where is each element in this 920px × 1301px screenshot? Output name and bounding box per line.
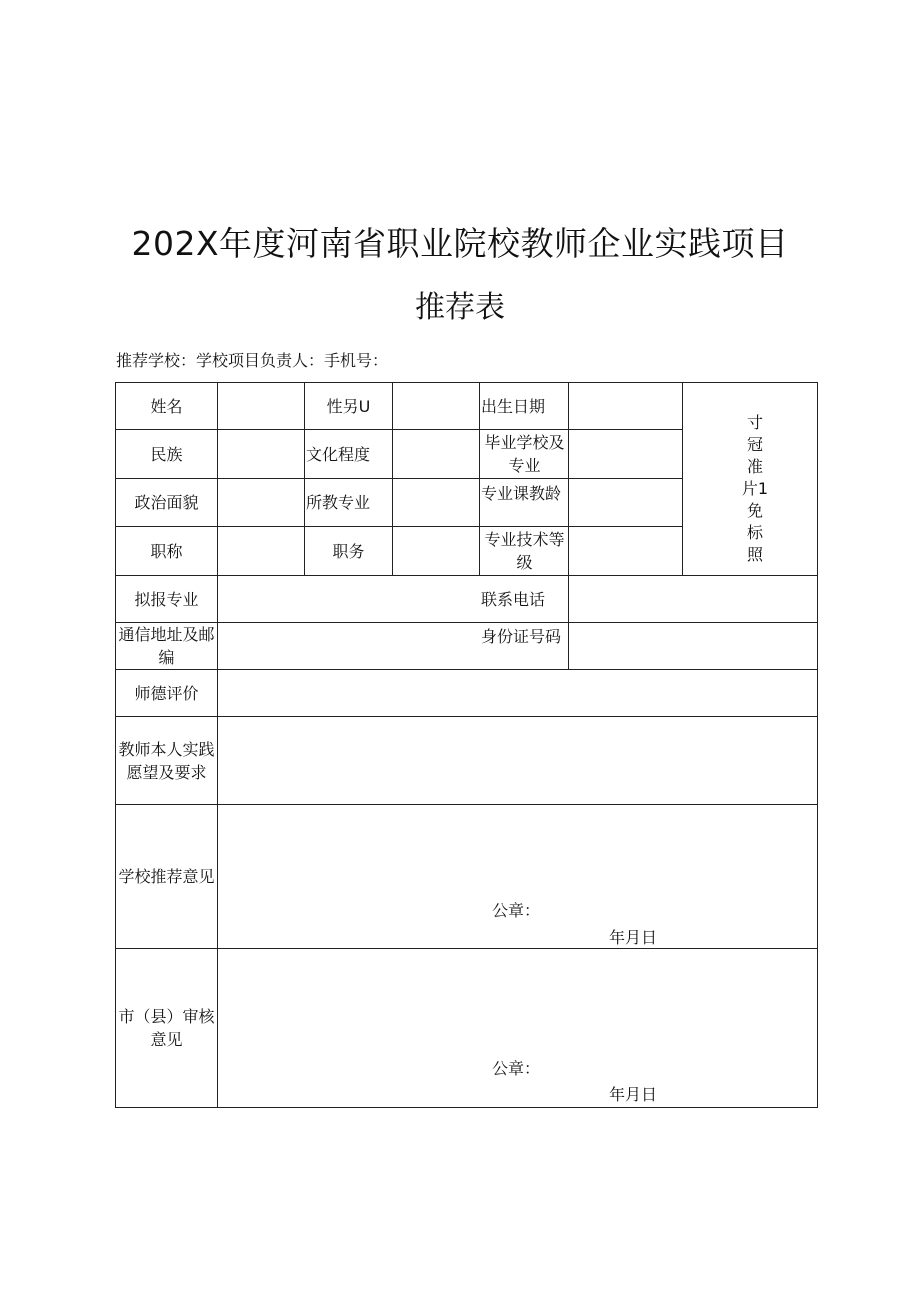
education-field[interactable] — [393, 430, 479, 478]
ethnic-label: 民族 — [150, 444, 183, 464]
ethics-evaluation-field[interactable] — [218, 670, 817, 716]
school-opinion-label: 学校推荐意见 — [118, 867, 215, 886]
gender-label: 性另U — [326, 396, 371, 416]
taught-major-label: 所教专业 — [306, 493, 371, 512]
teaching-years-label: 专业课教龄 — [481, 483, 562, 503]
graduation-school-major-field[interactable] — [569, 430, 682, 478]
birth-date-field[interactable] — [569, 383, 682, 429]
recommendation-meta-line: 推荐学校：学校项目负责人：手机号： — [116, 351, 389, 370]
school-date-label: 年月日 — [609, 928, 658, 947]
political-status-field[interactable] — [218, 479, 304, 526]
professional-title-field[interactable] — [218, 527, 304, 575]
name-field[interactable] — [218, 383, 304, 429]
ethics-evaluation-label: 师德评价 — [134, 683, 199, 703]
city-date-label: 年月日 — [609, 1085, 658, 1104]
position-label: 职务 — [332, 541, 365, 561]
address-postcode-field[interactable] — [218, 623, 479, 669]
planned-major-field[interactable] — [218, 576, 479, 622]
professional-title-label: 职称 — [150, 541, 183, 561]
political-status-label: 政治面貌 — [134, 493, 199, 512]
id-number-field[interactable] — [569, 623, 817, 669]
gender-field[interactable] — [393, 383, 479, 429]
practice-wish-field[interactable] — [218, 717, 817, 804]
birth-date-label: 出生日期 — [481, 396, 546, 416]
graduation-school-major-label: 毕业学校及专业 — [484, 433, 565, 475]
phone-label: 联系电话 — [481, 589, 546, 609]
id-number-label: 身份证号码 — [481, 626, 562, 646]
city-opinion-field[interactable] — [218, 949, 817, 1107]
name-label: 姓名 — [150, 396, 183, 416]
school-opinion-field[interactable] — [218, 805, 817, 948]
tech-level-label: 专业技术等级 — [484, 530, 565, 572]
address-postcode-label: 通信地址及邮编 — [118, 625, 215, 667]
ethnic-field[interactable] — [218, 430, 304, 478]
taught-major-field[interactable] — [393, 479, 479, 526]
phone-field[interactable] — [569, 576, 817, 622]
school-seal-label: 公章： — [492, 901, 541, 920]
position-field[interactable] — [393, 527, 479, 575]
document-subtitle: 推荐表 — [415, 290, 505, 325]
tech-level-field[interactable] — [569, 527, 682, 575]
practice-wish-label: 教师本人实践愿望及要求 — [118, 739, 215, 782]
city-opinion-label: 市（县）审核意见 — [118, 1007, 215, 1049]
education-label: 文化程度 — [306, 444, 371, 464]
city-seal-label: 公章： — [492, 1059, 541, 1078]
planned-major-label: 拟报专业 — [134, 589, 199, 609]
document-title: 202X年度河南省职业院校教师企业实践项目 — [131, 224, 789, 263]
teaching-years-field[interactable] — [569, 479, 682, 526]
photo-placeholder-text: 寸冠准片1免标照 — [741, 413, 769, 564]
